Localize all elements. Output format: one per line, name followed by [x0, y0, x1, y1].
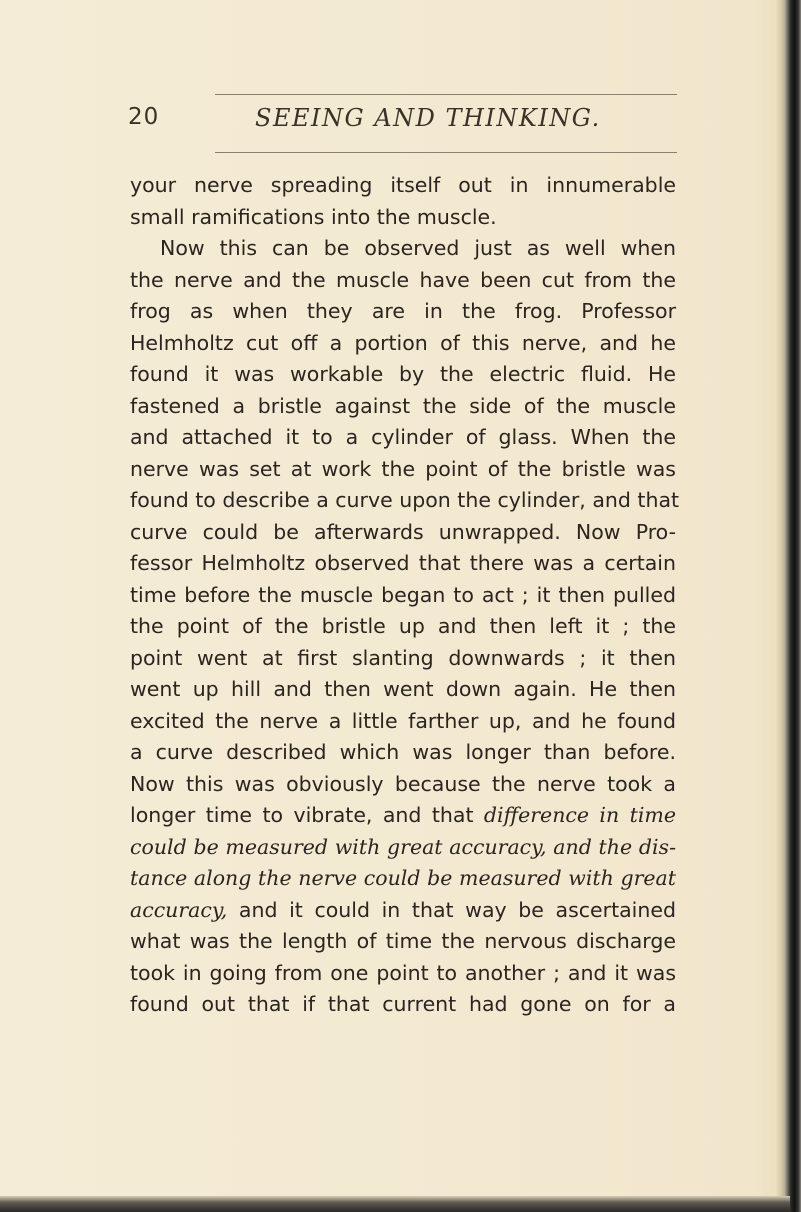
text-line: Now this can be observed just as well when: [160, 236, 676, 260]
text-segment: and it could in that way be ascertained: [227, 897, 676, 922]
text-line: Now this was obviously because the nerve took a: [130, 771, 676, 796]
text-line: found to describe a curve upon the cylinder, and that: [130, 488, 680, 512]
text-line: went up hill and then went down again. He then: [130, 677, 676, 701]
page-edge-shadow: [775, 0, 785, 1212]
page-bottom-edge: [0, 1196, 790, 1212]
text-line-italic: could be measured with great accuracy, and the dis-: [130, 834, 676, 859]
text-line: small ramifications into the muscle.: [130, 204, 497, 229]
text-line: the nerve and the muscle have been cut from the: [130, 267, 676, 292]
text-line: nerve was set at work the point of the bristle was: [130, 456, 676, 481]
text-line: Helmholtz cut off a portion of this nerve, and he: [130, 330, 676, 355]
text-line: took in going from one point to another ; and it was: [130, 960, 676, 985]
header-bottom-rule: [215, 152, 677, 153]
text-line: what was the length of time the nervous discharge: [130, 929, 676, 953]
page-number: 20: [128, 104, 160, 130]
text-line: time before the muscle began to act ; it then pulled: [130, 582, 676, 607]
text-line-italic: tance along the nerve could be measured with great: [130, 866, 676, 890]
text-segment: longer time to vibrate, and that: [130, 803, 484, 827]
running-head: SEEING AND THINKING.: [255, 104, 601, 132]
book-binding: [785, 0, 801, 1212]
text-line: point went at first slanting downwards ; it then: [130, 645, 676, 670]
text-line: and attached it to a cylinder of glass. When the: [130, 425, 676, 449]
text-line: your nerve spreading itself out in innumerable: [130, 173, 676, 197]
text-line: the point of the bristle up and then left it ; the: [130, 614, 676, 638]
text-line: found it was workable by the electric fluid. He: [130, 362, 676, 386]
text-line: [130, 800, 676, 832]
text-line: excited the nerve a little farther up, and he found: [130, 708, 676, 733]
text-line: curve could be afterwards unwrapped. Now Pro-: [130, 519, 676, 544]
italic-text: accuracy,: [130, 897, 228, 922]
text-line: fessor Helmholtz observed that there was a certain: [130, 551, 676, 575]
header-top-rule: [215, 94, 677, 95]
text-line: [130, 895, 676, 927]
italic-text: difference in time: [483, 803, 676, 827]
text-line: a curve described which was longer than before.: [130, 740, 676, 764]
text-line: frog as when they are in the frog. Professor: [130, 299, 676, 323]
body-text: [130, 170, 680, 1021]
text-line: fastened a bristle against the side of the muscle: [130, 393, 676, 418]
text-line: found out that if that current had gone on for a: [130, 992, 676, 1016]
